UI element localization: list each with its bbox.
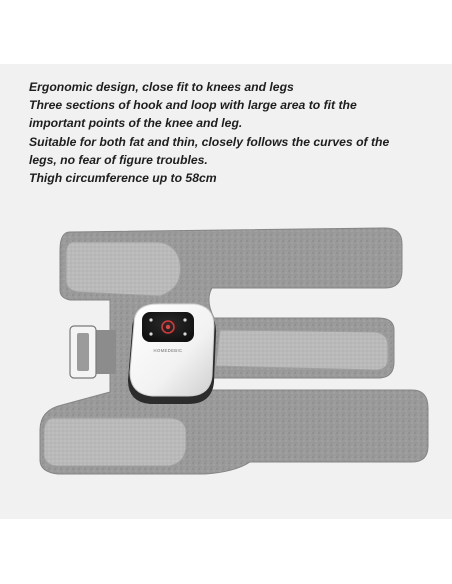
loop-panel-top: [66, 242, 181, 296]
caption-line: Three sections of hook and loop with large area to fit the: [29, 98, 357, 113]
loop-panel-bottom: [44, 418, 186, 466]
caption-line: legs, no fear of figure troubles.: [29, 152, 208, 167]
massager-control-unit: [128, 304, 216, 404]
brand-label: HOMEDEBIC: [153, 348, 183, 353]
caption-line: Ergonomic design, close fit to knees and legs: [29, 80, 294, 94]
loop-panel-right: [216, 330, 388, 370]
caption-line: Suitable for both fat and thin, closely follows the curves of the: [29, 134, 390, 149]
caption-line: Thigh circumference up to 58cm: [29, 171, 217, 186]
caption-line: important points of the knee and leg.: [29, 116, 243, 131]
